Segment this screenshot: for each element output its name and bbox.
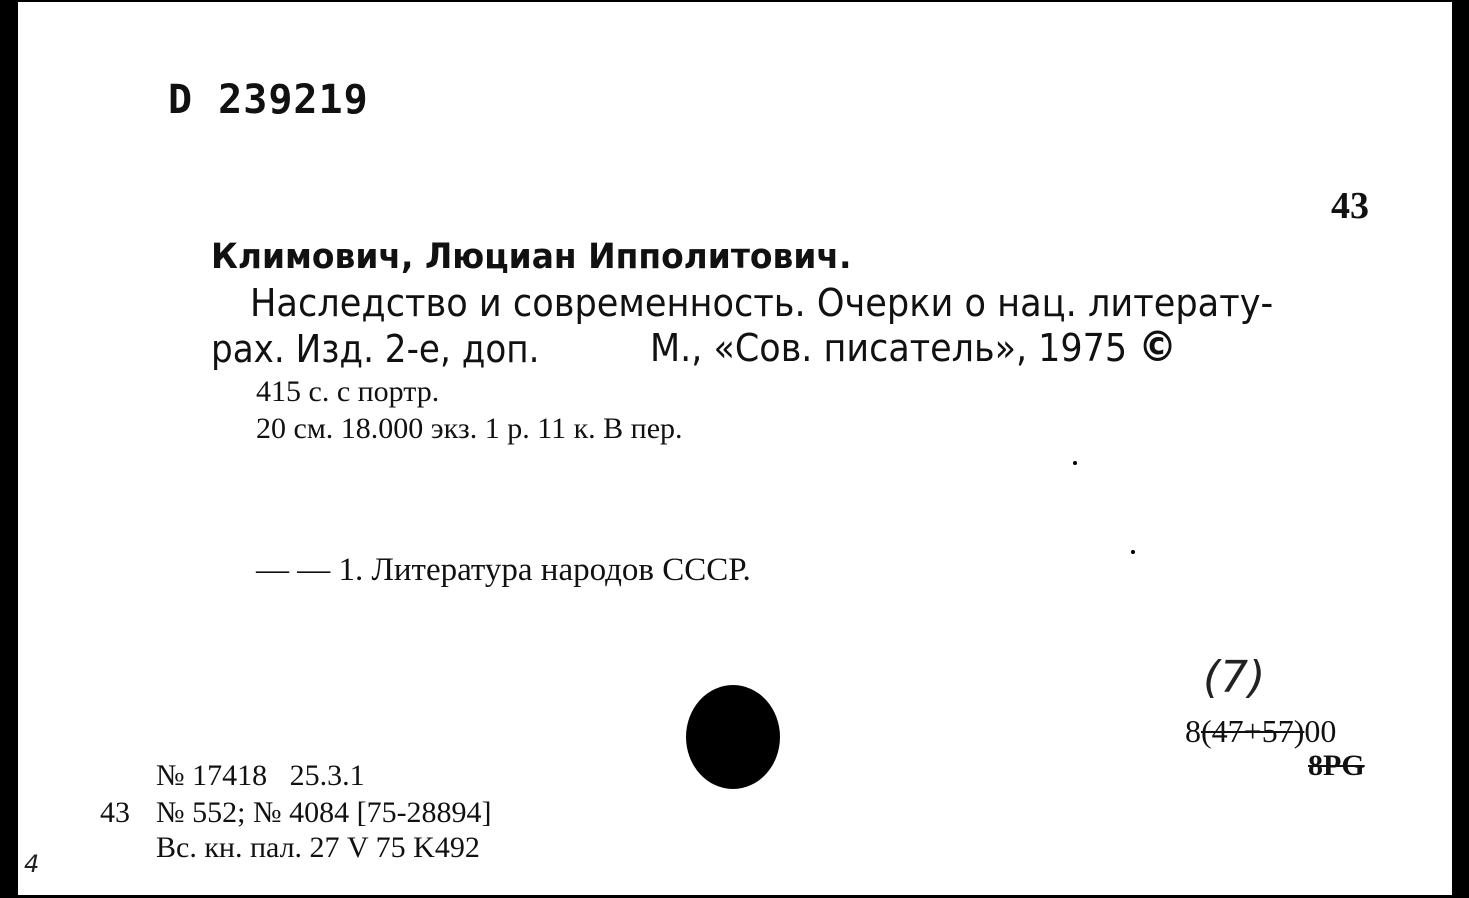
classification-struck: (47+57)	[1201, 713, 1305, 749]
classification-prefix: 8	[1185, 713, 1201, 749]
pencil-note: (7)	[1203, 652, 1266, 703]
class-number: 43	[1331, 185, 1369, 227]
ink-speck	[1073, 461, 1077, 465]
classification-code: 8PG	[1308, 749, 1365, 782]
subject-heading: — — 1. Литература народов СССР.	[256, 552, 751, 588]
author-heading: Климович, Люциан Ипполитович.	[211, 237, 852, 277]
punch-hole	[686, 685, 780, 789]
registry-line-3: Вс. кн. пал. 27 V 75 K492	[156, 831, 480, 864]
corner-mark: 4	[24, 850, 40, 878]
title-line-1: Наследство и современность. Очерки о нац. литерату-	[250, 281, 1274, 325]
copyright-icon: ©	[1138, 322, 1177, 371]
title-line-2: рах. Изд. 2-е, доп.	[211, 327, 540, 371]
ink-speck	[1131, 550, 1135, 554]
imprint	[650, 322, 1177, 371]
imprint-text: М., «Сов. писатель», 1975	[650, 326, 1128, 370]
registry-line-2: № 552; № 4084 [75-28894]	[156, 796, 492, 829]
physical-description: 20 см. 18.000 экз. 1 р. 11 к. В пер.	[256, 412, 683, 445]
registry-prefix: 43	[100, 796, 130, 829]
catalog-card	[18, 2, 1452, 895]
classification-index	[1185, 715, 1336, 747]
registry-line-1: № 17418 25.3.1	[156, 759, 365, 792]
call-number: D 239219	[168, 77, 369, 123]
pages: 415 с. с портр.	[256, 375, 440, 408]
classification-suffix: 00	[1304, 713, 1337, 749]
